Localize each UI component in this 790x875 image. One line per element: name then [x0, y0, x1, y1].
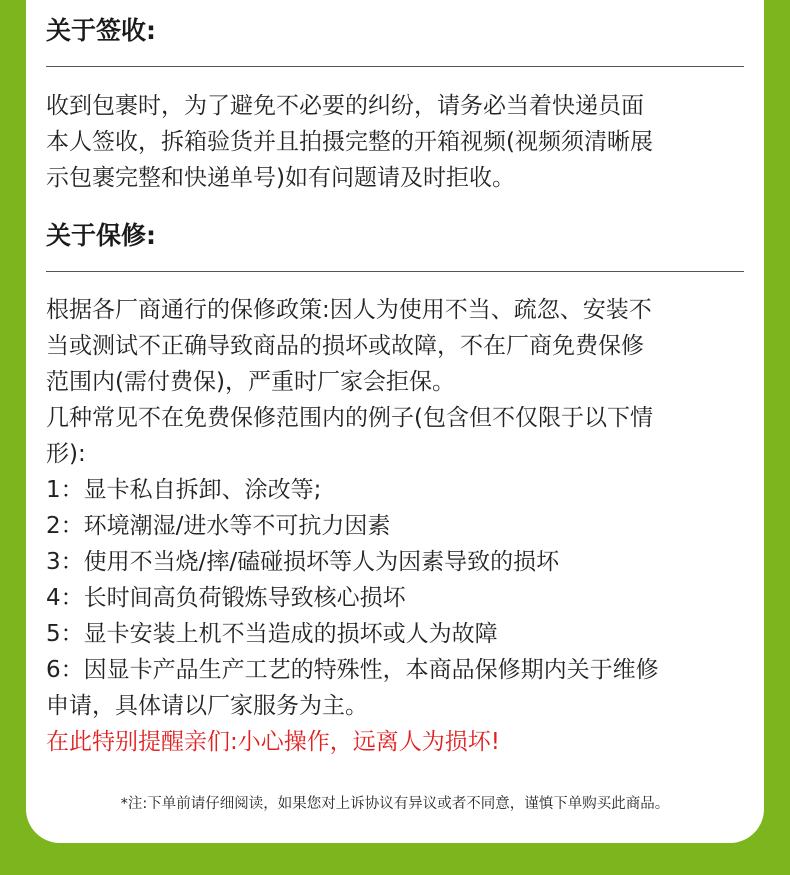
warranty-item: 5：显卡安装上机不当造成的损坏或人为故障 [46, 621, 498, 647]
warranty-item: 申请，具体请以厂家服务为主。 [46, 693, 368, 719]
receipt-line: 示包裹完整和快递单号)如有问题请及时拒收。 [46, 165, 515, 191]
warranty-section-title: 关于保修: [46, 221, 156, 250]
warranty-paragraph [46, 292, 746, 760]
receipt-line: 收到包裹时，为了避免不必要的纠纷，请务必当着快递员面 [46, 93, 644, 119]
warranty-item: 2：环境潮湿/进水等不可抗力因素 [46, 513, 391, 539]
warranty-item: 1：显卡私自拆卸、涂改等; [46, 477, 322, 503]
warranty-divider [46, 271, 744, 272]
warranty-line: 当或测试不正确导致商品的损坏或故障，不在厂商免费保修 [46, 333, 644, 359]
warranty-item: 3：使用不当烧/摔/磕碰损坏等人为因素导致的损坏 [46, 549, 560, 575]
warranty-line: 形): [46, 441, 86, 467]
receipt-section-title: 关于签收: [46, 16, 156, 45]
receipt-paragraph [46, 88, 746, 196]
warranty-line: 范围内(需付费保)，严重时厂家会拒保。 [46, 369, 455, 395]
warning-text: 在此特别提醒亲们:小心操作，远离人为损坏! [46, 729, 500, 755]
receipt-line: 本人签收，拆箱验货并且拍摄完整的开箱视频(视频须清晰展 [46, 129, 653, 155]
warranty-line: 根据各厂商通行的保修政策:因人为使用不当、疏忽、安装不 [46, 297, 652, 323]
footnote: *注:下单前请仔细阅读，如果您对上诉协议有异议或者不同意，谨慎下单购买此商品。 [120, 796, 670, 812]
receipt-divider [46, 66, 744, 67]
warranty-line: 几种常见不在免费保修范围内的例子(包含但不仅限于以下情 [46, 405, 653, 431]
warranty-item: 6：因显卡产品生产工艺的特殊性，本商品保修期内关于维修 [46, 657, 659, 683]
content-card [26, 0, 764, 843]
warranty-item: 4：长时间高负荷锻炼导致核心损坏 [46, 585, 406, 611]
